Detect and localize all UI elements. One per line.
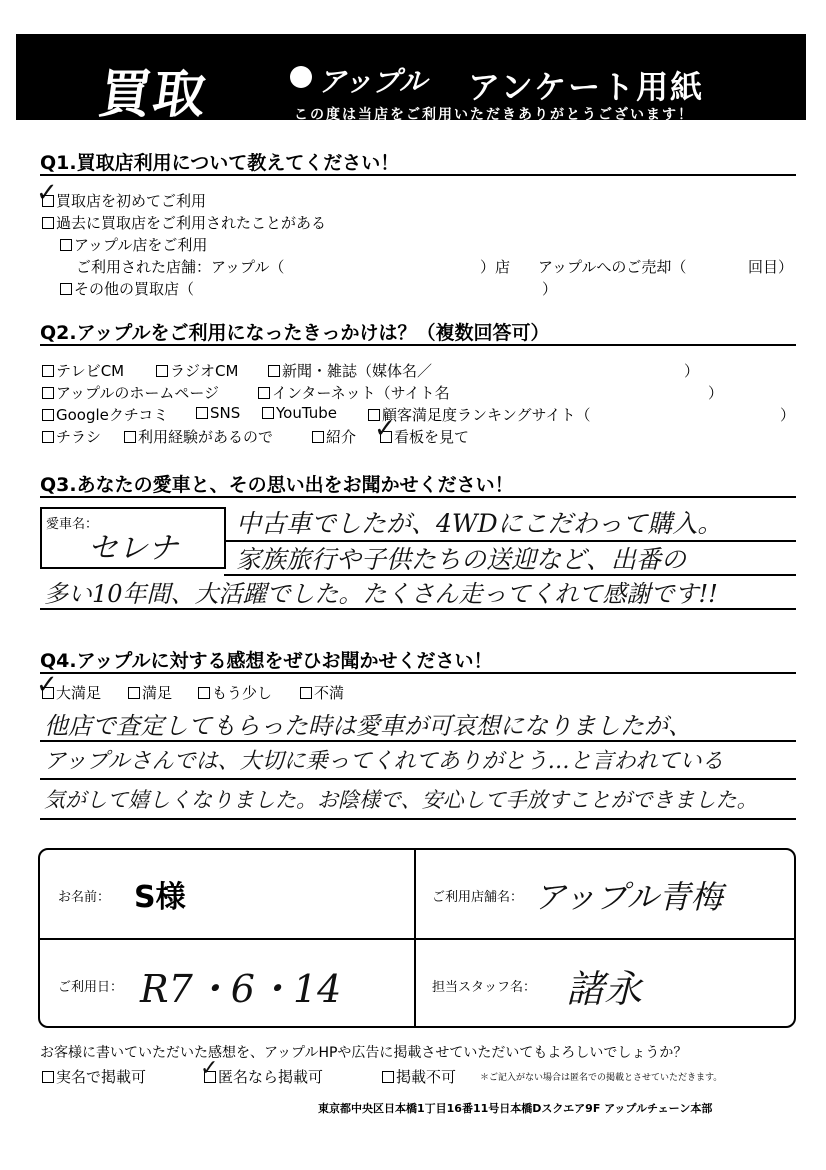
checkbox[interactable] bbox=[42, 365, 54, 377]
checkbox[interactable] bbox=[196, 407, 208, 419]
q2-option-tv[interactable]: テレビCM bbox=[42, 360, 124, 381]
q1-title: Q1.買取店利用について教えてください！ bbox=[40, 152, 400, 174]
q1-sales-label: アップルへのご売却（ bbox=[538, 258, 687, 276]
q1-store-label: ご利用された店舗：アップル（ bbox=[76, 258, 285, 276]
q1-option-first-time[interactable]: 買取店を初めてご利用 bbox=[42, 190, 206, 211]
checkbox[interactable] bbox=[262, 407, 274, 419]
staff-value[interactable]: 諸永 bbox=[566, 967, 643, 1011]
checkbox[interactable] bbox=[42, 195, 54, 207]
checkbox[interactable] bbox=[60, 283, 72, 295]
checkbox[interactable] bbox=[42, 217, 54, 229]
publish-real-name-option[interactable]: 実名で掲載可 bbox=[42, 1066, 146, 1087]
checkbox[interactable] bbox=[128, 687, 140, 699]
checkbox[interactable] bbox=[258, 387, 270, 399]
checkbox[interactable] bbox=[42, 387, 54, 399]
q4-answer-line3[interactable]: 気がして嬉しくなりました。お陰様で、安心して手放すことができました。 bbox=[44, 788, 758, 812]
staff-label: 担当スタッフ名： bbox=[432, 980, 537, 995]
apple-logo-icon bbox=[290, 66, 312, 88]
q4-title: Q4.アップルに対する感想をぜひお聞かせください！ bbox=[40, 650, 493, 672]
q1-other-suffix: ） bbox=[542, 280, 558, 298]
publication-note: ＊ご記入がない場合は匿名での掲載とさせていただきます。 bbox=[480, 1073, 723, 1083]
q2-option-news[interactable]: 新聞・雑誌（媒体名／ bbox=[268, 360, 432, 381]
q2-ranking-end: ） bbox=[780, 406, 796, 424]
q4-answer-line1[interactable]: 他店で査定してもらった時は愛車が可哀想になりましたが、 bbox=[44, 712, 692, 740]
header-banner bbox=[16, 34, 806, 125]
q2-option-google[interactable]: Googleクチコミ bbox=[42, 404, 168, 425]
q2-option-sns[interactable]: SNS bbox=[196, 404, 240, 422]
checkmark-icon: ✓ bbox=[36, 178, 58, 208]
checkbox[interactable] bbox=[156, 365, 168, 377]
hq-address: 東京都中央区日本橋1丁目16番11号日本橋Dスクエア9F アップルチェーン本部 bbox=[318, 1102, 713, 1115]
checkbox[interactable] bbox=[42, 431, 54, 443]
q2-option-referral[interactable]: 紹介 bbox=[312, 426, 356, 447]
car-name-box bbox=[40, 507, 226, 569]
q2-option-ranking[interactable]: 顧客満足度ランキングサイト（ bbox=[368, 404, 591, 425]
checkbox[interactable] bbox=[124, 431, 136, 443]
q4-option-dissatisfied[interactable]: 不満 bbox=[300, 682, 344, 703]
name-value[interactable]: S様 bbox=[134, 880, 186, 915]
q3-divider bbox=[40, 496, 796, 498]
store-value[interactable]: アップル青梅 bbox=[534, 878, 723, 916]
q2-option-signboard[interactable]: 看板を見て bbox=[380, 426, 469, 447]
car-name-label: 愛車名： bbox=[46, 517, 99, 532]
q4-option-satisfied[interactable]: 満足 bbox=[128, 682, 172, 703]
q1-divider bbox=[40, 174, 796, 176]
checkmark-icon: ✓ bbox=[36, 670, 58, 700]
checkbox[interactable] bbox=[42, 687, 54, 699]
store-label: ご利用店舗名： bbox=[432, 890, 524, 905]
q2-option-homepage[interactable]: アップルのホームページ bbox=[42, 382, 219, 403]
header-title: アンケート用紙 bbox=[468, 68, 705, 106]
checkbox[interactable] bbox=[42, 409, 54, 421]
info-divider-vertical bbox=[414, 848, 416, 1026]
q2-option-experience[interactable]: 利用経験があるので bbox=[124, 426, 273, 447]
q2-option-flyer[interactable]: チラシ bbox=[42, 426, 101, 447]
q4-answer-line2[interactable]: アップルさんでは、大切に乗ってくれてありがとう…と言われている bbox=[44, 749, 724, 774]
q1-option-other[interactable]: その他の買取店（ bbox=[60, 278, 194, 299]
q3-answer-line2[interactable]: 家族旅行や子供たちの送迎など、出番の bbox=[236, 545, 687, 574]
car-name-value[interactable]: セレナ bbox=[88, 531, 178, 566]
q4-rule bbox=[40, 818, 796, 820]
q3-answer-line1[interactable]: 中古車でしたが、4WDにこだわって購入。 bbox=[236, 509, 723, 538]
q4-option-bit-more[interactable]: もう少し bbox=[198, 682, 272, 703]
checkbox[interactable] bbox=[42, 1071, 54, 1083]
q3-title: Q3.あなたの愛車と、その思い出をお聞かせください！ bbox=[40, 474, 514, 496]
q2-news-end: ） bbox=[684, 362, 700, 380]
header-brand: アップル bbox=[318, 65, 427, 98]
date-label: ご利用日： bbox=[58, 980, 124, 995]
date-value[interactable]: R7・6・14 bbox=[140, 967, 342, 1011]
q3-answer-line3[interactable]: 多い10年間、大活躍でした。たくさん走ってくれて感謝です!! bbox=[44, 580, 718, 608]
q2-option-internet[interactable]: インターネット（サイト名 bbox=[258, 382, 450, 403]
publish-anonymous-option[interactable]: 匿名なら掲載可 bbox=[204, 1066, 323, 1087]
q4-divider bbox=[40, 672, 796, 674]
q2-option-youtube[interactable]: YouTube bbox=[262, 404, 337, 422]
publication-question: お客様に書いていただいた感想を、アップルHPや広告に掲載させていただいてもよろしいでしょうか？ bbox=[40, 1045, 688, 1061]
checkbox[interactable] bbox=[268, 365, 280, 377]
info-divider-horizontal bbox=[38, 938, 794, 940]
checkmark-icon: ✓ bbox=[200, 1056, 219, 1081]
checkbox[interactable] bbox=[382, 1071, 394, 1083]
header-subtitle: この度は当店をご利用いただきありがとうございます！ bbox=[294, 107, 694, 123]
q2-title: Q2.アップルをご利用になったきっかけは？（複数回答可） bbox=[40, 322, 550, 344]
q2-option-radio[interactable]: ラジオCM bbox=[156, 360, 238, 381]
checkmark-icon: ✓ bbox=[374, 414, 396, 444]
q1-store-suffix: ）店 bbox=[480, 258, 511, 276]
checkbox[interactable] bbox=[198, 687, 210, 699]
header-kaitori: 買取 bbox=[95, 65, 212, 125]
q2-divider bbox=[40, 344, 796, 346]
name-label: お名前： bbox=[58, 890, 111, 905]
checkbox[interactable] bbox=[300, 687, 312, 699]
q1-sales-suffix: 回目） bbox=[748, 258, 794, 276]
q2-internet-end: ） bbox=[708, 384, 724, 402]
checkbox[interactable] bbox=[312, 431, 324, 443]
q4-rule bbox=[40, 778, 796, 780]
checkbox[interactable] bbox=[60, 239, 72, 251]
q1-option-apple[interactable]: アップル店をご利用 bbox=[60, 234, 207, 255]
publish-not-allowed-option[interactable]: 掲載不可 bbox=[382, 1066, 456, 1087]
q4-option-very-satisfied[interactable]: 大満足 bbox=[42, 682, 101, 703]
q1-option-used-before[interactable]: 過去に買取店をご利用されたことがある bbox=[42, 212, 326, 233]
